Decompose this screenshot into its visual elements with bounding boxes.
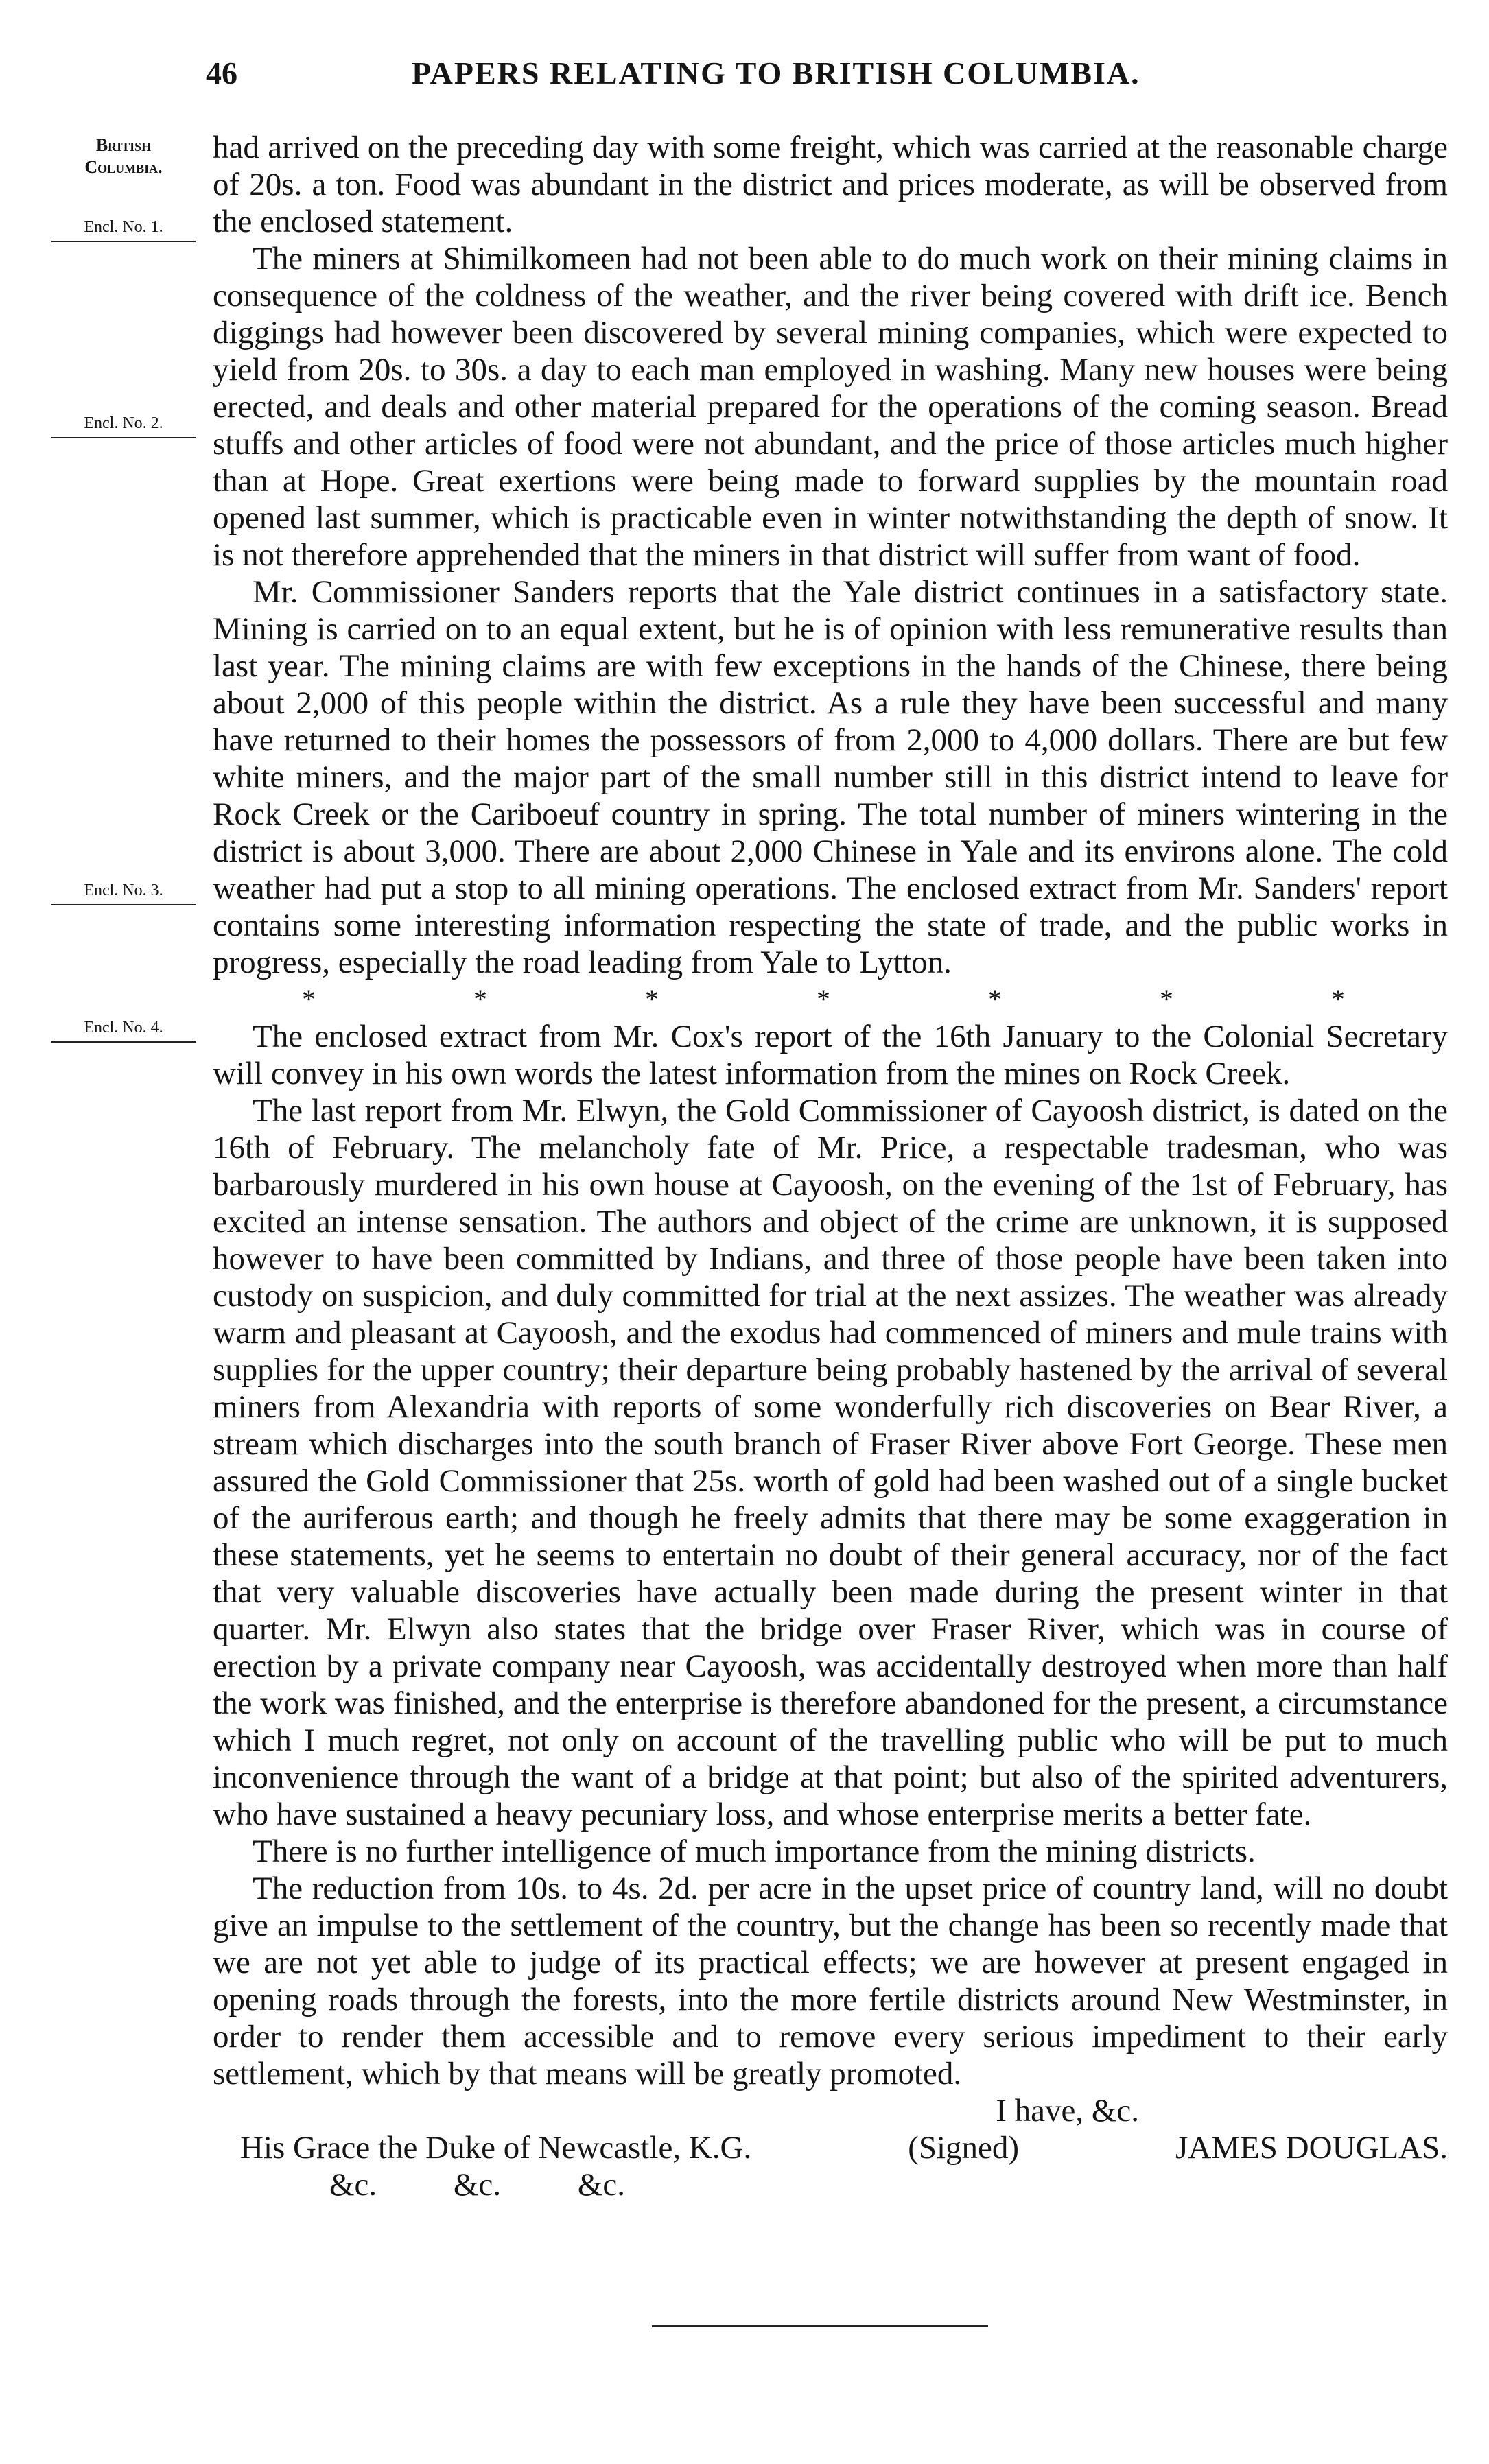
star: * — [473, 984, 487, 1015]
margin-note-encl-2 — [41, 414, 206, 438]
paragraph-continuation: had arrived on the preceding day with some freight, which was carried at the reasonable charge of 20s. a ton. Food was abundant in the district and prices moderate, as will be observed from the enclosed statement. — [213, 130, 1448, 239]
margin-label-columbia: Columbia. — [84, 157, 163, 177]
star: * — [817, 984, 830, 1015]
encl-4-label: Encl. No. 4. — [84, 1019, 163, 1036]
etc-1: &c. — [329, 2167, 377, 2203]
encl-2-label: Encl. No. 2. — [84, 414, 163, 432]
paragraph-shimilkomeen: The miners at Shimilkomeen had not been able to do much work on their mining claims in consequence of the coldness of the weather, and the river being covered with drift ice. Bench diggings had however been discovered by several mining companies, which were expected to yield from 20s. to 30s. a day to each man employed in washing. Many new houses were being erected, and deals and other material prepared for the operations of the coming season. Bread stuffs and other articles of food were not abundant, and the price of those articles much higher than at Hope. Great exertions were being made to forward supplies by the mountain road opened last summer, which is practicable even in winter notwithstanding the depth of snow. It is not therefore apprehended that the miners in that district will suffer from want of food. — [213, 241, 1448, 573]
star: * — [988, 984, 1002, 1015]
margin-note-encl-4 — [41, 1019, 206, 1043]
page-header — [206, 55, 1331, 103]
paragraph-rock-creek: The enclosed extract from Mr. Cox's report of the 16th January to the Colonial Secretary will convey in his own words the latest information from the mines on Rock Creek. — [213, 1019, 1448, 1091]
etc-3: &c. — [577, 2167, 626, 2203]
end-rule — [652, 2325, 988, 2327]
margin-note-british-columbia — [41, 134, 206, 178]
encl-3-rule — [51, 904, 196, 905]
margin-note-encl-1 — [41, 218, 206, 242]
encl-1-rule — [51, 241, 196, 242]
paragraph-no-further-intelligence: There is no further intelligence of much importance from the mining districts. — [253, 1834, 1256, 1869]
encl-2-rule — [51, 437, 196, 438]
running-title: PAPERS RELATING TO BRITISH COLUMBIA. — [412, 56, 1140, 91]
signature: JAMES DOUGLAS. — [1175, 2130, 1448, 2166]
signed-label: (Signed) — [908, 2130, 1020, 2166]
paragraph-yale-district: Mr. Commissioner Sanders reports that the Yale district continues in a satisfactory state. Mining is carried on to an equal extent, but he is of opinion with less remunerative results than last year. The mining claims are with few exceptions in the hands of the Chinese, there being about 2,000 of this people within the district. As a rule they have been successful and many have returned to their homes the possessors of from 2,000 to 4,000 dollars. There are but few white miners, and the major part of the small number still in this district intend to leave for Rock Creek or the Cariboeuf country in spring. The total number of miners wintering in the district is about 3,000. There are about 2,000 Chinese in Yale and its environs alone. The cold weather had put a stop to all mining operations. The enclosed extract from Mr. Sanders' report contains some interesting information respecting the state of trade, and the public works in progress, especially the road leading from Yale to Lytton. — [213, 574, 1448, 980]
encl-3-label: Encl. No. 3. — [84, 881, 163, 899]
margin-label-british: British — [95, 135, 152, 155]
encl-4-rule — [51, 1041, 196, 1043]
signature-line — [213, 2129, 1448, 2166]
star: * — [645, 984, 659, 1015]
dispatch-body — [213, 129, 1448, 2203]
paragraph-land-price: The reduction from 10s. to 4s. 2d. per acre in the upset price of country land, will no doubt give an impulse to the settlement of the country, but the change has been so recently made that we are not yet able to judge of its practical effects; we are however at present engaged in opening roads through the forests, into the more fertile districts around New Westminster, in order to render them accessible and to remove every serious impediment to their early settlement, which by that means will be greatly promoted. — [213, 1871, 1448, 2092]
etc-line — [213, 2166, 1448, 2203]
etc-2: &c. — [453, 2167, 502, 2203]
addressee: His Grace the Duke of Newcastle, K.G. — [240, 2130, 752, 2166]
closing-salutation: I have, &c. — [996, 2093, 1139, 2129]
page-number: 46 — [206, 56, 237, 91]
section-break-stars — [213, 981, 1448, 1018]
star: * — [1331, 984, 1345, 1015]
encl-1-label: Encl. No. 1. — [84, 218, 163, 236]
star: * — [302, 984, 316, 1015]
star: * — [1160, 984, 1173, 1015]
margin-note-encl-3 — [41, 881, 206, 905]
paragraph-cayoosh: The last report from Mr. Elwyn, the Gold Commissioner of Cayoosh district, is dated on the 16th of February. The melancholy fate of Mr. Price, a respectable tradesman, who was barbarously murdered in his own house at Cayoosh, on the evening of the 1st of February, has excited an intense sensation. The authors and object of the crime are unknown, it is supposed however to have been committed by Indians, and three of those people have been taken into custody on suspicion, and duly committed for trial at the next assizes. The weather was already warm and pleasant at Cayoosh, and the exodus had commenced of miners and mule trains with supplies for the upper country; their departure being probably hastened by the arrival of several miners from Alexandria with reports of some wonderfully rich discoveries on Bear River, a stream which discharges into the south branch of Fraser River above Fort George. These men assured the Gold Commissioner that 25s. worth of gold had been washed out of a single bucket of the auriferous earth; and though he freely admits that there may be some exaggeration in these statements, yet he seems to entertain no doubt of their general accuracy, nor of the fact that very valuable discoveries have actually been made during the present winter in that quarter. Mr. Elwyn also states that the bridge over Fraser River, which was in course of erection by a private company near Cayoosh, was accidentally destroyed when more than half the work was finished, and the enterprise is therefore abandoned for the present, a circumstance which I much regret, not only on account of the travelling public who will be put to much inconvenience through the want of a bridge at that point; but also of the spirited adventurers, who have sustained a heavy pecuniary loss, and whose enterprise merits a better fate. — [213, 1093, 1448, 1832]
